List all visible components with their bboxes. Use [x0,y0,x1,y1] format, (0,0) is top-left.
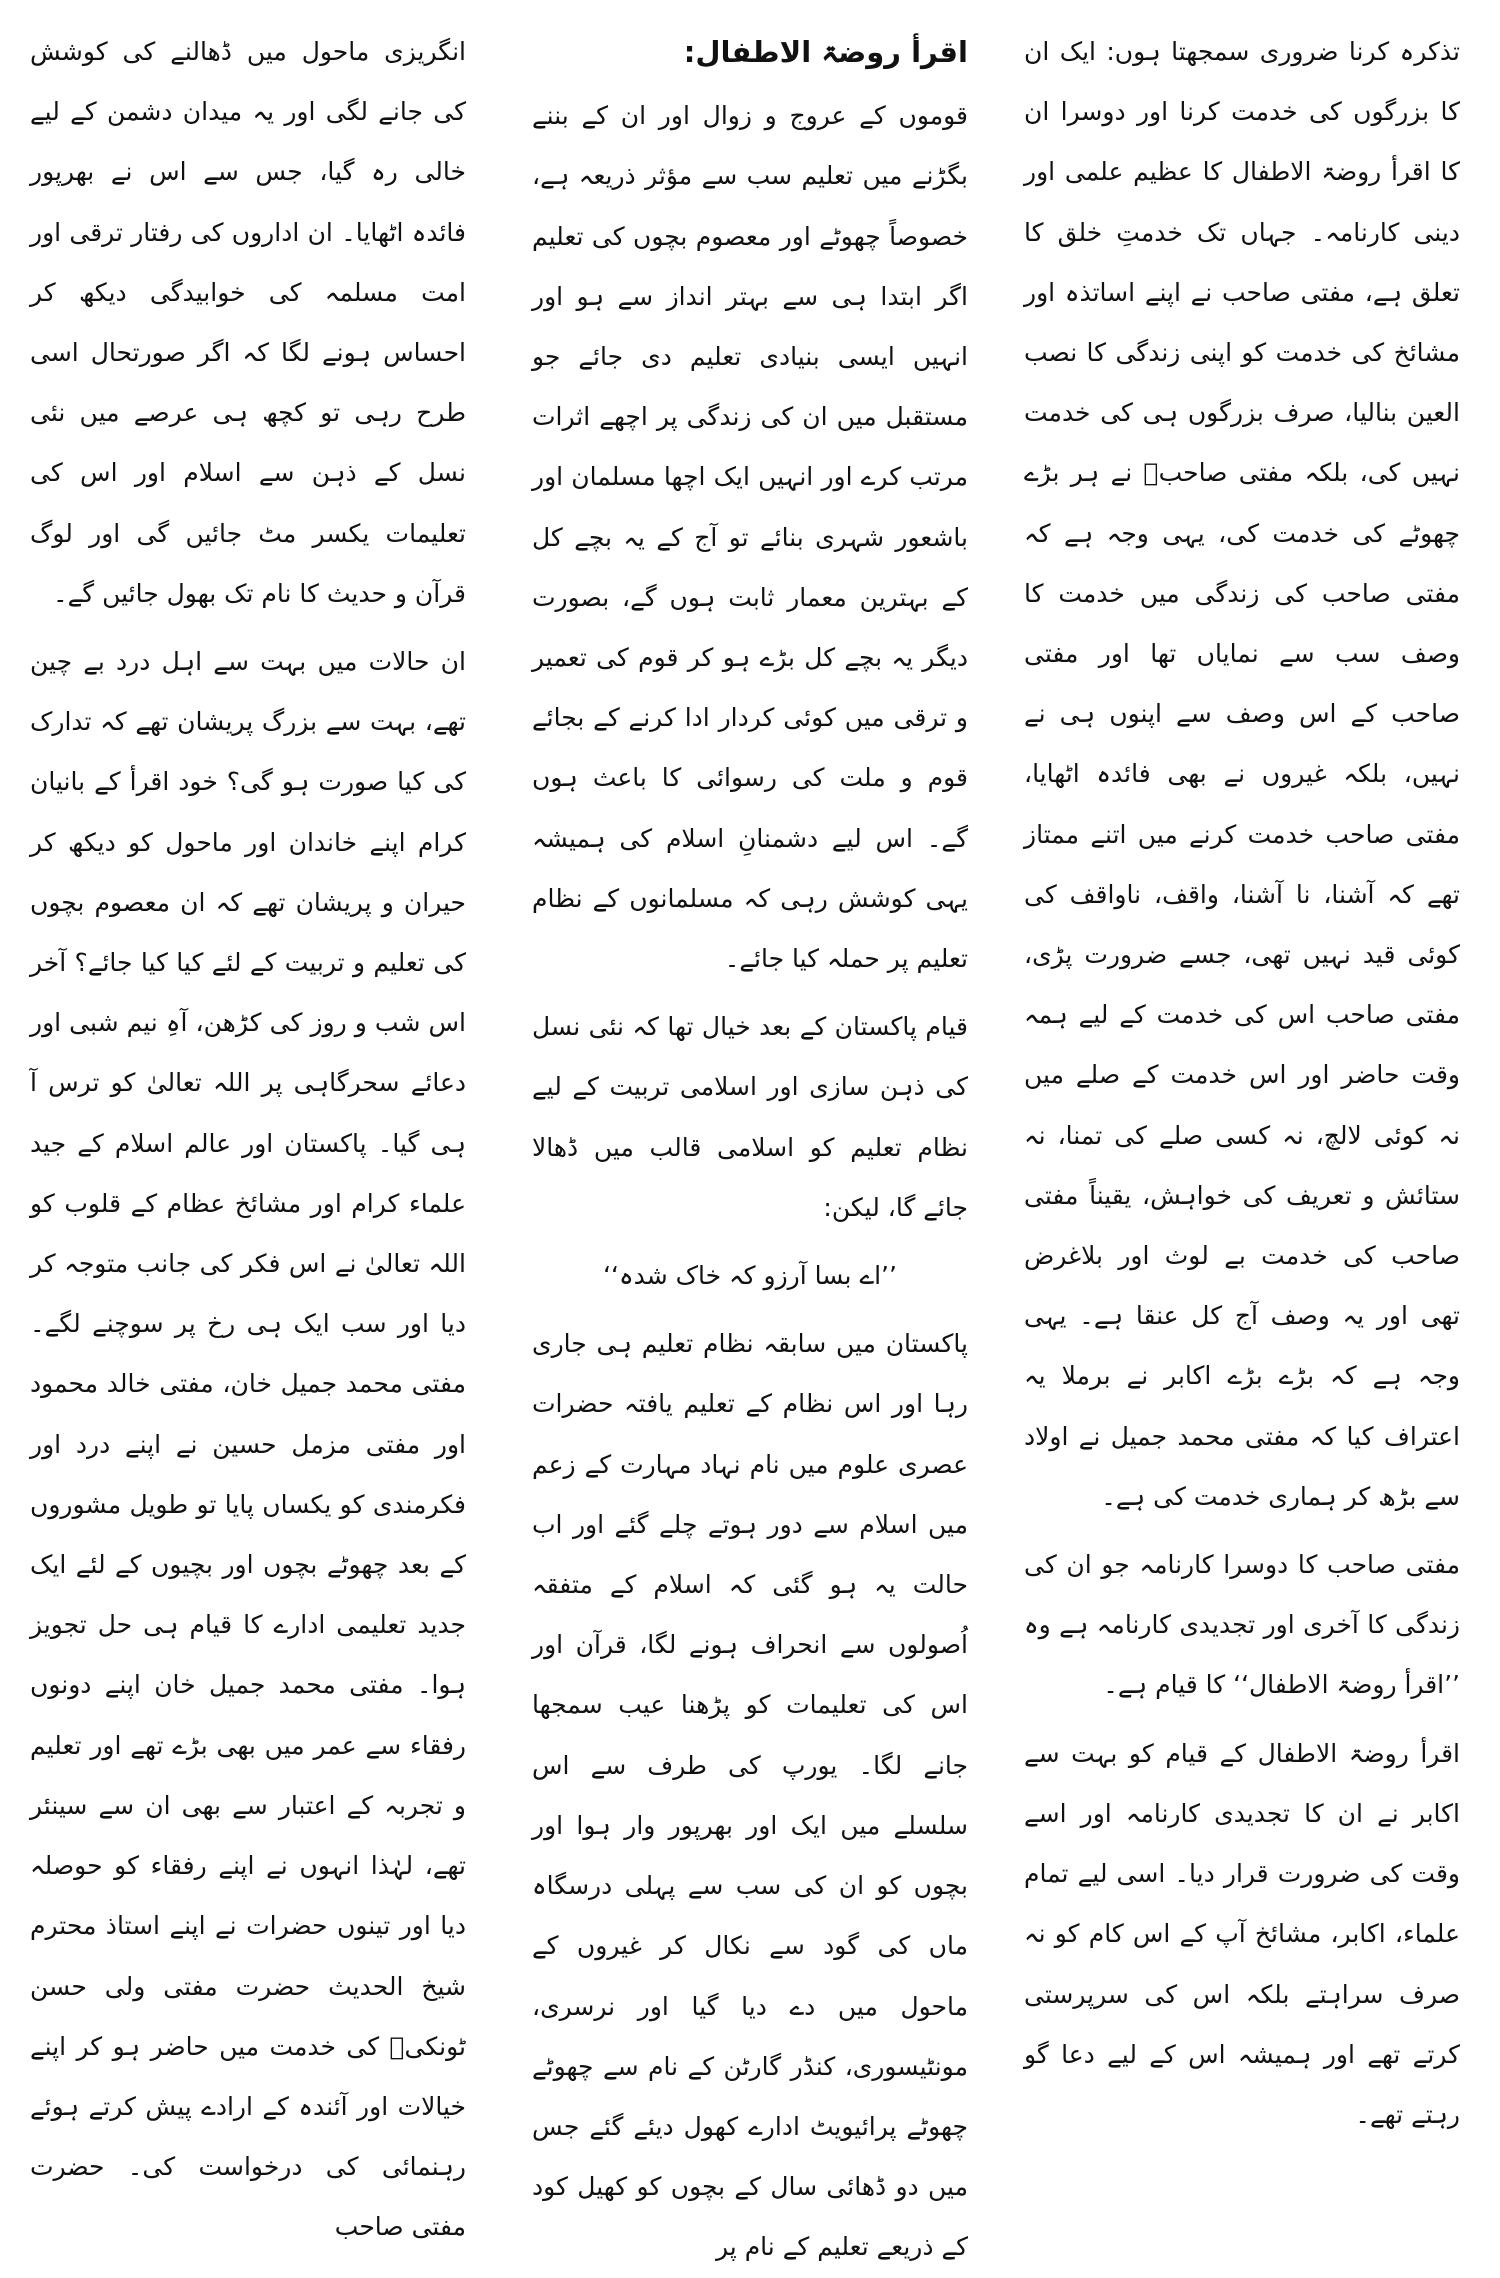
column-2-paragraph-1: قوموں کے عروج و زوال اور ان کے بننے بگڑنے میں تعلیم سب سے مؤثر ذریعہ ہے، خصوصاً چھوٹے اور معصوم بچوں کی تعلیم اگر ابتدا ہی سے بہتر انداز سے ہو اور انہیں ایسی بنیادی تعلیم دی جائے جو مستقبل میں ان کی زندگی پر اچھے اثرات مرتب کرے اور انہیں ایک اچھا مسلمان اور باشعور شہری بنائے تو آج کے یہ بچے کل کے بہترین معمار ثابت ہوں گے، بصورت دیگر یہ بچے کل بڑے ہو کر قوم کی تعمیر و ترقی میں کوئی کردار ادا کرنے کے بجائے قوم و ملت کی رسوائی کا باعث ہوں گے۔ اس لیے دشمنانِ اسلام کی ہمیشہ یہی کوشش رہی کہ مسلمانوں کے نظام تعلیم پر حملہ کیا جائے۔ [532,101,968,974]
column-3-paragraph-1: انگریزی ماحول میں ڈھالنے کی کوشش کی جانے لگی اور یہ میدان دشمن کے لیے خالی رہ گیا، جس سے اس نے بھرپور فائدہ اٹھایا۔ ان اداروں کی رفتار ترقی اور امت مسلمہ کی خوابیدگی دیکھ کر احساس ہونے لگا کہ اگر صورتحال اسی طرح رہی تو کچھ ہی عرصے میں نئی نسل کے ذہن سے اسلام اور اس کی تعلیمات یکسر مٹ جائیں گی اور لوگ قرآن و حدیث کا نام تک بھول جائیں گے۔ [30,37,466,608]
column-2-paragraph-3: پاکستان میں سابقہ نظام تعلیم ہی جاری رہا اور اس نظام کے تعلیم یافتہ حضرات عصری علوم میں نام نہاد مہارت کے زعم میں اسلام سے دور ہوتے چلے گئے اور اب حالت یہ ہو گئی کہ اسلام کے متفقہ اُصولوں سے انحراف ہونے لگا، قرآن اور اس کی تعلیمات کو پڑھنا عیب سمجھا جانے لگا۔ یورپ کی طرف سے اس سلسلے میں ایک اور بھرپور وار ہوا اور بچوں کو ان کی سب سے پہلی درسگاہ ماں کی گود سے نکال کر غیروں کے ماحول میں دے دیا گیا اور نرسری، مونٹیسوری، کنڈر گارٹن کے نام سے چھوٹے چھوٹے پرائیویٹ ادارے کھول دیئے گئے جس میں دو ڈھائی سال کے بچوں کو کھیل کود کے ذریعے تعلیم کے نام پر [532,1329,968,2262]
column-1-paragraph-1: تذکرہ کرنا ضروری سمجھتا ہوں: ایک ان کا بزرگوں کی خدمت کرنا اور دوسرا ان کا اقرأ روضۃ الاطفال کا عظیم علمی اور دینی کارنامہ۔ جہاں تک خدمتِ خلق کا تعلق ہے، مفتی صاحب نے اپنے اساتذہ اور مشائخ کی خدمت کو اپنی زندگی کا نصب العین بنالیا، صرف بزرگوں ہی کی خدمت نہیں کی، بلکہ مفتی صاحبؒ نے ہر بڑے چھوٹے کی خدمت کی، یہی وجہ ہے کہ مفتی صاحب کی زندگی میں خدمت کا وصف سب سے نمایاں تھا اور مفتی صاحب کے اس وصف سے اپنوں ہی نے نہیں، بلکہ غیروں نے بھی فائدہ اٹھایا، مفتی صاحب خدمت کرنے میں اتنے ممتاز تھے کہ آشنا، نا آشنا، واقف، ناواقف کی کوئی قید نہیں تھی، جسے ضرورت پڑی، مفتی صاحب اس کی خدمت کے لیے ہمہ وقت حاضر اور اس خدمت کے صلے میں نہ کوئی لالچ، نہ کسی صلے کی تمنا، نہ ستائش و تعریف کی خواہش، یقیناً مفتی صاحب کی خدمت بے لوث اور بلاغرض تھی اور یہ وصف آج کل عنقا ہے۔ یہی وجہ ہے کہ بڑے بڑے اکابر نے برملا یہ اعتراف کیا کہ مفتی محمد جمیل نے اولاد سے بڑھ کر ہماری خدمت کی ہے۔ [1024,37,1460,1511]
column-1-paragraph-2: مفتی صاحب کا دوسرا کارنامہ جو ان کی زندگی کا آخری اور تجدیدی کارنامہ ہے وہ ’’اقرأ روضۃ الاطفال‘‘ کا قیام ہے۔ [1024,1550,1460,1700]
article-column-2 [532,22,968,2262]
article-column-3 [30,22,466,2242]
column-1-paragraph-3: اقرأ روضۃ الاطفال کے قیام کو بہت سے اکابر نے ان کا تجدیدی کارنامہ اور اسے وقت کی ضرورت قرار دیا۔ اسی لیے تمام علماء، اکابر، مشائخ آپ کے اس کام کو نہ صرف سراہتے بلکہ اس کی سرپرستی کرتے تھے اور ہمیشہ اس کے لیے دعا گو رہتے تھے۔ [1024,1738,1460,2129]
poetic-quote: ’’اے بسا آرزو کہ خاک شدہ‘‘ [603,1261,897,1291]
section-heading: اقرأ روضۃ الاطفال: [683,35,968,69]
column-2-paragraph-2: قیام پاکستان کے بعد خیال تھا کہ نئی نسل کی ذہن سازی اور اسلامی تربیت کے لیے نظام تعلیم کو اسلامی قالب میں ڈھالا جائے گا، لیکن: [532,1012,968,1222]
article-column-1 [1024,22,1460,2182]
column-3-paragraph-2: ان حالات میں بہت سے اہل درد بے چین تھے، بہت سے بزرگ پریشان تھے کہ تدارک کی کیا صورت ہو گی؟ خود اقرأ کے بانیان کرام اپنے خاندان اور ماحول کو دیکھ کر حیران و پریشان تھے کہ ان معصوم بچوں کی تعلیم و تربیت کے لئے کیا کیا جائے؟ آخر اس شب و روز کی کڑھن، آہِ نیم شبی اور دعائے سحرگاہی پر اللہ تعالیٰ کو ترس آ ہی گیا۔ پاکستان اور عالم اسلام کے جید علماء کرام اور مشائخ عظام کے قلوب کو اللہ تعالیٰ نے اس فکر کی جانب متوجہ کر دیا اور سب ایک ہی رخ پر سوچنے لگے۔ مفتی محمد جمیل خان، مفتی خالد محمود اور مفتی مزمل حسین نے اپنے درد اور فکرمندی کو یکساں پایا تو طویل مشوروں کے بعد چھوٹے بچوں اور بچیوں کے لئے ایک جدید تعلیمی ادارے کا قیام ہی حل تجویز ہوا۔ مفتی محمد جمیل خان اپنے دونوں رفقاء سے عمر میں بھی بڑے تھے اور تعلیم و تجربہ کے اعتبار سے بھی ان سے سینئر تھے، لہٰذا انہوں نے اپنے رفقاء کو حوصلہ دیا اور تینوں حضرات نے اپنے استاذ محترم شیخ الحدیث حضرت مفتی ولی حسن ٹونکیؒ کی خدمت میں حاضر ہو کر اپنے خیالات اور آئندہ کے ارادے پیش کرتے ہوئے رہنمائی کی درخواست کی۔ حضرت مفتی صاحب [30,647,466,2242]
